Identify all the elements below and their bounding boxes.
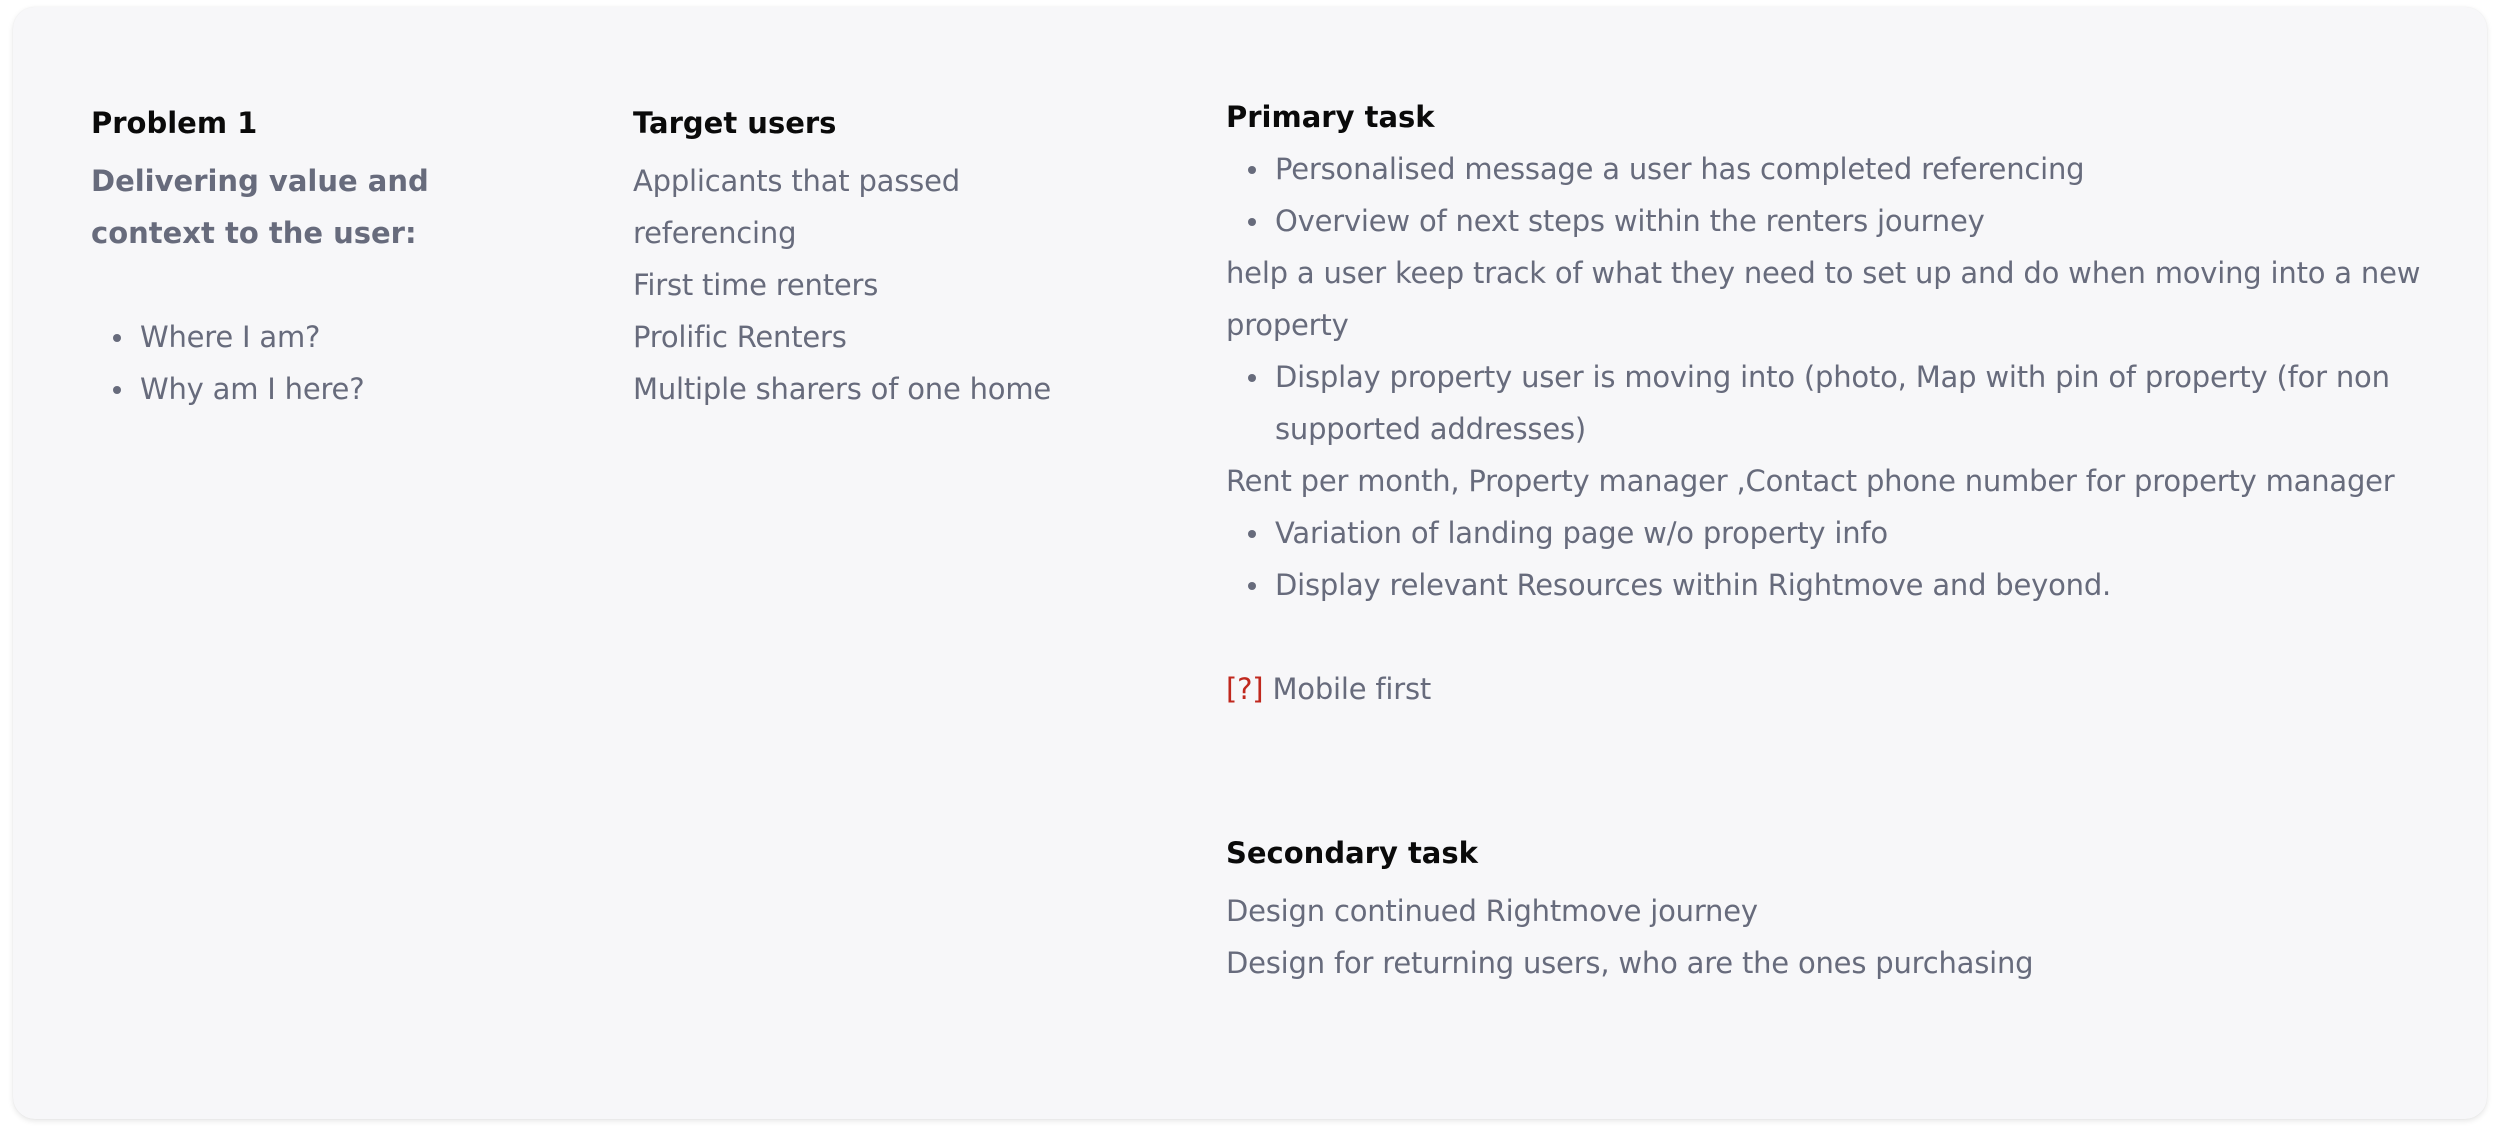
- mobile-first-text: Mobile first: [1272, 672, 1432, 706]
- primary-task-bullets-b: [1226, 351, 2446, 455]
- problem-subtitle-line-2: context to the user:: [91, 216, 417, 250]
- problem-bullet: Why am I here?: [140, 363, 511, 415]
- target-users-title: Target users: [633, 106, 837, 140]
- primary-task-bullet: Display relevant Resources within Rightmove and beyond.: [1275, 559, 2446, 611]
- primary-task-paragraph-line-1: help a user keep track of what they need to set up and do when moving into a new: [1226, 256, 2421, 290]
- spacer: [1226, 715, 2446, 827]
- problem-title: Problem 1: [91, 106, 258, 140]
- primary-task-bullet: Personalised message a user has completed referencing: [1275, 143, 2446, 195]
- target-user-item: referencing: [633, 216, 797, 250]
- primary-task-bullets-c: [1226, 507, 2446, 611]
- target-user-item: First time renters: [633, 268, 879, 302]
- primary-task-paragraph-line-2: property: [1226, 308, 1349, 342]
- target-users-column: [633, 97, 1153, 415]
- primary-task-title: Primary task: [1226, 100, 1435, 134]
- primary-task-bullet: Overview of next steps within the renters journey: [1275, 195, 2446, 247]
- secondary-task-item: Design for returning users, who are the ones purchasing: [1226, 946, 2034, 980]
- primary-task-details: Rent per month, Property manager ,Contact phone number for property manager: [1226, 464, 2395, 498]
- secondary-task-title: Secondary task: [1226, 836, 1478, 870]
- target-user-item: Multiple sharers of one home: [633, 372, 1052, 406]
- mobile-first-note: [1226, 663, 2446, 715]
- problem-bullet: Where I am?: [140, 311, 511, 363]
- question-flag: [?]: [1226, 672, 1264, 706]
- problem-column: [91, 97, 511, 415]
- secondary-task-item: Design continued Rightmove journey: [1226, 894, 1758, 928]
- spacer: [1226, 611, 2446, 663]
- primary-task-bullet: Variation of landing page w/o property info: [1275, 507, 2446, 559]
- problem-subtitle-line-1: Delivering value and: [91, 164, 429, 198]
- tasks-column: [1226, 91, 2446, 989]
- primary-task-bullets-a: [1226, 143, 2446, 247]
- content-card: [13, 7, 2487, 1119]
- target-user-item: Prolific Renters: [633, 320, 847, 354]
- primary-task-bullet-line-1: Display property user is moving into (photo, Map with pin of property (for non: [1275, 360, 2390, 394]
- problem-bullet-list: [91, 311, 511, 415]
- primary-task-bullet: [1275, 351, 2446, 455]
- target-user-item: Applicants that passed: [633, 164, 960, 198]
- spacer: [91, 259, 511, 311]
- primary-task-bullet-line-2: supported addresses): [1275, 412, 1587, 446]
